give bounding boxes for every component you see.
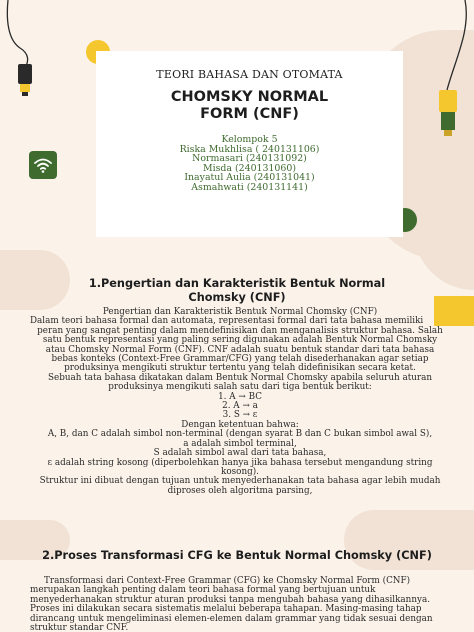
- member-name: Inayatul Aulia (240131041): [184, 172, 315, 183]
- member-name: Normasari (240131092): [192, 153, 307, 164]
- section1-heading-line: 1.Pengertian dan Karakteristik Bentuk Normal: [88, 277, 386, 290]
- paragraph-line: Dengan ketentuan bahwa:: [181, 419, 299, 430]
- paragraph-line: ε adalah string kosong (diperbolehkan hanya jika bahasa tersebut mengandung string: [47, 457, 433, 468]
- group-label: Kelompok 5: [221, 134, 278, 145]
- paragraph-line: kosong).: [221, 466, 259, 477]
- paragraph-line: diproses oleh algoritma parsing,: [167, 485, 313, 496]
- member-name: Misda (240131060): [203, 162, 296, 174]
- section1-heading: [0, 277, 474, 305]
- paragraph-line: satu bentuk representasi yang paling sering digunakan adalah Bentuk Normal Chomsky: [42, 335, 438, 346]
- paragraph-line: menyederhanakan struktur aturan produksi tanpa mengubah bahasa yang dihasilkannya.: [30, 594, 431, 605]
- section1-body: [30, 308, 450, 496]
- paragraph-line: Transformasi dari Context-Free Grammar (CFG) ke Chomsky Normal Form (CNF): [44, 576, 411, 586]
- paragraph-line: atau Chomsky Normal Form (CNF). CNF adalah suatu bentuk standar dari tata bahasa: [45, 344, 435, 355]
- usb-plug-icon: [425, 0, 474, 150]
- paragraph-line: dirancang untuk mengeliminasi elemen-elemen dalam grammar yang tidak sesuai dengan: [30, 613, 433, 624]
- wifi-icon: [33, 155, 53, 175]
- rule-item: 1. A → BC: [218, 391, 262, 402]
- paragraph-line: Pengertian dan Karakteristik Bentuk Normal Chomsky (CNF): [102, 307, 378, 317]
- rule-item: 3. S → ε: [222, 410, 258, 421]
- paragraph-line: merupakan langkah penting dalam teori bahasa formal yang bertujuan untuk: [30, 585, 376, 596]
- wifi-tile: [29, 151, 57, 179]
- title-card: [96, 51, 403, 237]
- paragraph-line: A, B, dan C adalah simbol non-terminal (dengan syarat B dan C bukan simbol awal S),: [47, 429, 433, 440]
- member-name: Asmahwati (240131141): [191, 181, 308, 193]
- paragraph-line: produksinya mengikuti salah satu dari tiga bentuk berikut:: [108, 382, 372, 393]
- member-list: [96, 135, 403, 192]
- paragraph-line: Proses ini dilakukan secara sistematis melalui beberapa tahapan. Masing-masing tahap: [30, 604, 422, 615]
- section1-heading-line: Chomsky (CNF): [188, 291, 286, 304]
- section2-body: [30, 577, 450, 632]
- rule-item: 2. A → a: [222, 401, 258, 412]
- main-title-line: CHOMSKY NORMAL: [170, 89, 329, 105]
- main-title: [96, 89, 403, 123]
- paragraph-line: S adalah simbol awal dari tata bahasa,: [153, 448, 327, 459]
- usb-cable-icon: [0, 0, 60, 110]
- paragraph-line: Sebuah tata bahasa dikatakan dalam Bentuk Normal Chomsky apabila seluruh aturan: [47, 372, 433, 383]
- paragraph-line: produksinya mengikuti struktur tertentu yang telah didefinisikan secara ketat.: [64, 363, 416, 374]
- paragraph-line: a adalah simbol terminal,: [183, 438, 297, 449]
- paragraph-line: Struktur ini dibuat dengan tujuan untuk menyederhanakan tata bahasa agar lebih mudah: [39, 476, 441, 487]
- main-title-line: FORM (CNF): [200, 106, 299, 122]
- paragraph-line: struktur standar CNF.: [30, 623, 129, 632]
- section2-heading: 2.Proses Transformasi CFG ke Bentuk Normal Chomsky (CNF): [42, 549, 432, 562]
- member-name: Riska Mukhlisa ( 240131106): [179, 143, 320, 155]
- course-title: TEORI BAHASA DAN OTOMATA: [156, 68, 343, 81]
- paragraph-line: bebas konteks (Context-Free Grammar/CFG) yang telah disederhanakan agar setiap: [51, 354, 429, 365]
- paragraph-line: peran yang sangat penting dalam mendefinisikan dan menganalisis struktur bahasa. Salah: [37, 325, 443, 336]
- paragraph-line: Dalam teori bahasa formal dan automata, representasi formal dari tata bahasa memiliki: [30, 316, 424, 327]
